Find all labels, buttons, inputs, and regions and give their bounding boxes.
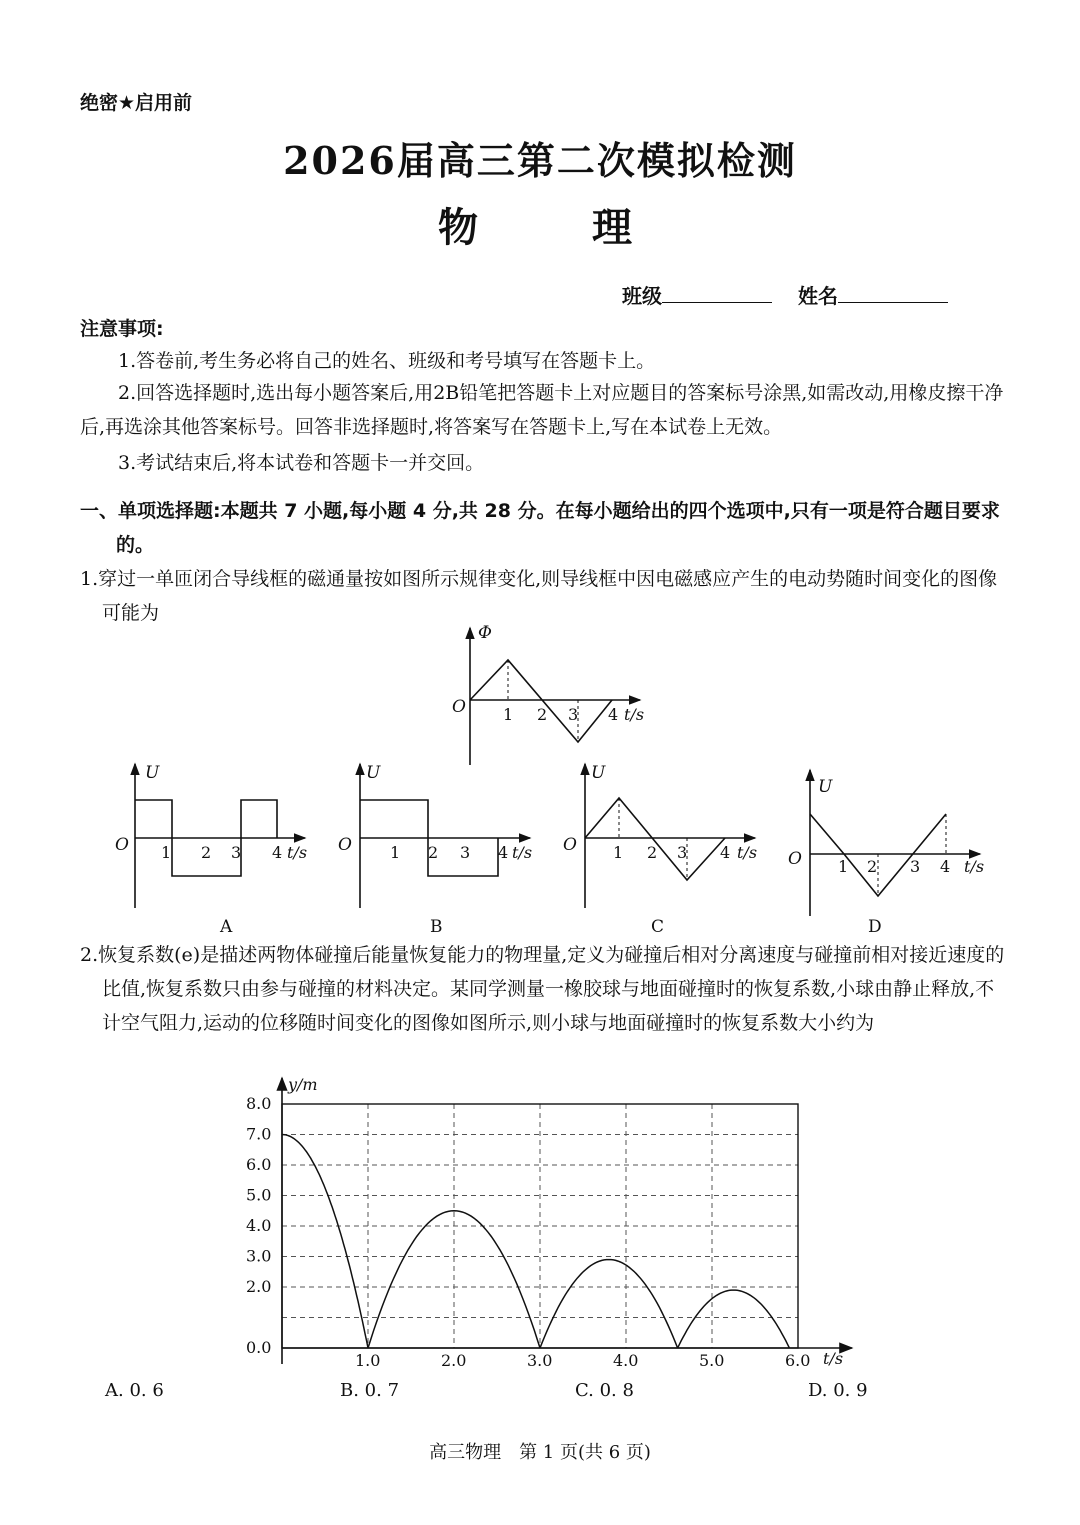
flux-graph [440, 620, 670, 770]
note-item-2: 2.回答选择题时,选出每小题答案后,用2B铅笔把答题卡上对应题目的答案标号涂黑,如需改动,用橡皮擦干净后,再选涂其他答案标号。回答非选择题时,将答案写在答题卡上,写在本试卷上无效。 [80, 382, 1004, 438]
confidential-mark: 绝密★启用前 [80, 92, 193, 114]
flux-y-label: Φ [478, 623, 492, 643]
option-graph-d [780, 758, 995, 938]
option-graph-b [330, 758, 545, 938]
y-tick-label: 7.0 [246, 1124, 272, 1144]
option-c-curve [585, 798, 725, 880]
y-tick-label: 0.0 [246, 1338, 272, 1357]
option-a[interactable]: A. 0. 6 [105, 1380, 164, 1401]
option-b-tick-3: 3 [460, 843, 471, 862]
option-a-tick-3: 3 [231, 843, 242, 862]
option-d-x-label: t/s [964, 857, 985, 876]
flux-x-label: t/s [624, 705, 645, 724]
x-tick-label: 1.0 [355, 1351, 381, 1370]
note-item-3: 3.考试结束后,将本试卷和答题卡一并交回。 [118, 452, 485, 474]
option-d-tick-1: 1 [838, 857, 849, 876]
option-b-letter: B [430, 917, 443, 937]
option-d-origin: O [788, 849, 802, 869]
class-field[interactable] [622, 280, 772, 309]
flux-curve [470, 660, 612, 742]
option-c-tick-2: 2 [647, 843, 658, 862]
class-label: 班级 [622, 284, 662, 308]
x-tick-label: 2.0 [441, 1351, 467, 1370]
option-d-tick-4: 4 [940, 857, 951, 876]
option-c-y-label: U [591, 763, 606, 783]
option-c[interactable]: C. 0. 8 [575, 1380, 634, 1401]
option-b[interactable]: B. 0. 7 [340, 1380, 400, 1401]
option-a-tick-4: 4 [272, 843, 283, 862]
subject-title: 物 理 [438, 204, 662, 251]
flux-origin: O [452, 697, 466, 717]
option-c-tick-1: 1 [613, 843, 624, 862]
question-1-text: 1.穿过一单匝闭合导线框的磁通量按如图所示规律变化,则导线框中因电磁感应产生的电动势随时间变化的图像可能为 [80, 568, 998, 624]
name-label: 姓名 [798, 284, 838, 308]
class-blank[interactable] [662, 282, 772, 303]
option-a-tick-2: 2 [201, 843, 212, 862]
student-info [622, 280, 948, 309]
y-tick-label: 8.0 [246, 1094, 272, 1113]
option-b-tick-1: 1 [390, 843, 401, 862]
option-c-tick-4: 4 [720, 843, 731, 862]
bounce-arc-3 [540, 1260, 678, 1348]
flux-tick-1: 1 [503, 705, 514, 724]
page-footer: 高三物理 第 1 页(共 6 页) [429, 1442, 651, 1463]
option-b-tick-2: 2 [428, 843, 439, 862]
option-c-x-label: t/s [737, 843, 758, 862]
option-d-letter: D [868, 917, 882, 937]
question-2-text: 2.恢复系数(e)是描述两物体碰撞后能量恢复能力的物理量,定义为碰撞后相对分离速度与碰撞前相对接近速度的比值,恢复系数只由参与碰撞的材料决定。某同学测量一橡胶球与地面碰撞时的恢复系数,小球由静止释放,不计空气阻力,运动的位移随时间变化的图像如图所示,则小球与地面碰撞时的恢复系数大小约为 [80, 944, 1005, 1034]
exam-title: 2026届高三第二次模拟检测 [283, 138, 797, 183]
notes-title: 注意事项: [80, 318, 164, 340]
y-tick-label: 3.0 [246, 1246, 272, 1266]
option-d[interactable]: D. 0. 9 [808, 1380, 868, 1401]
option-d-y-label: U [818, 777, 833, 797]
option-c-origin: O [563, 835, 577, 855]
note-item-1: 1.答卷前,考生务必将自己的姓名、班级和考号填写在答题卡上。 [118, 350, 656, 372]
bounce-arc-4 [678, 1290, 790, 1348]
option-graph-c [555, 758, 770, 938]
option-a-origin: O [115, 835, 129, 855]
y-tick-label: 4.0 [246, 1216, 272, 1235]
x-tick-label: 6.0 [785, 1351, 811, 1370]
y-tick-label: 5.0 [246, 1185, 272, 1205]
bounce-chart [240, 1072, 870, 1372]
option-a-letter: A [220, 917, 233, 937]
y-tick-label: 2.0 [246, 1277, 272, 1296]
flux-tick-4: 4 [608, 705, 619, 724]
option-c-letter: C [651, 917, 665, 937]
x-tick-label: 5.0 [699, 1351, 725, 1370]
section-heading: 一、单项选择题:本题共 7 小题,每小题 4 分,共 28 分。在每小题给出的四个选项中,只有一项是符合题目要求的。 [80, 500, 1000, 556]
option-d-tick-3: 3 [910, 857, 921, 876]
name-blank[interactable] [838, 282, 948, 303]
y-tick-label: 6.0 [246, 1155, 272, 1174]
option-d-tick-2: 2 [867, 857, 878, 876]
x-tick-label: 3.0 [527, 1351, 553, 1370]
chart-y-label: y/m [288, 1075, 318, 1094]
option-a-tick-1: 1 [161, 843, 172, 862]
flux-tick-2: 2 [537, 705, 548, 724]
option-a-y-label: U [145, 763, 160, 783]
chart-x-label: t/s [823, 1349, 844, 1368]
chart-grid [282, 1104, 798, 1348]
option-graph-a [105, 758, 320, 938]
option-b-origin: O [338, 835, 352, 855]
name-field[interactable] [798, 280, 948, 309]
bounce-arc-1 [282, 1135, 368, 1349]
option-c-tick-3: 3 [677, 843, 688, 862]
option-a-x-label: t/s [287, 843, 308, 862]
option-b-tick-4: 4 [498, 843, 509, 862]
x-tick-label: 4.0 [613, 1351, 639, 1370]
option-b-x-label: t/s [512, 843, 533, 862]
flux-tick-3: 3 [568, 705, 579, 724]
option-b-y-label: U [366, 763, 381, 783]
